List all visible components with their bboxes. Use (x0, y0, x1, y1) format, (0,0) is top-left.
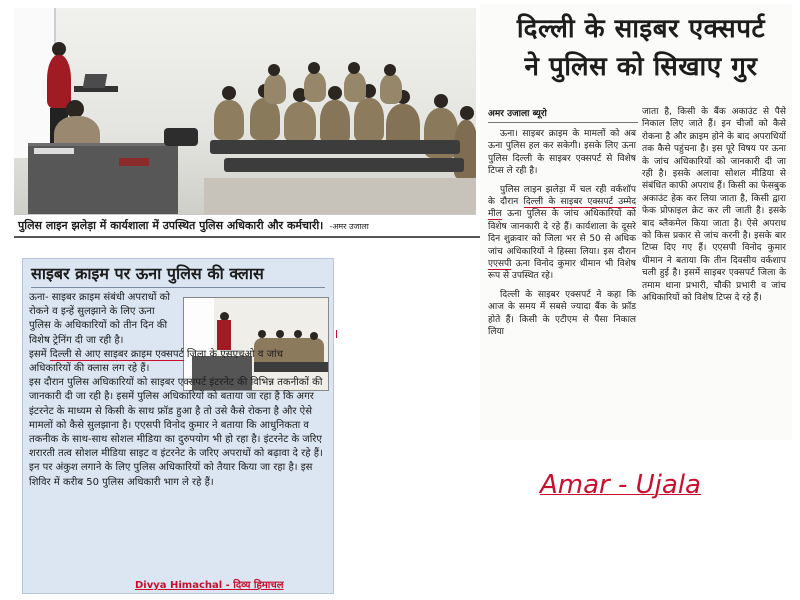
photo-credit: -अमर उजाला (329, 222, 369, 231)
text-run: पुलिस लाइन झलेड़ा में चल रही वर्कशॉप के दौरान (488, 184, 636, 208)
divya-himachal-article (22, 258, 334, 594)
paragraph: इस दौरान पुलिस अधिकारियों को साइबर एक्सपर्ट इंटरनेट की विभिन्न तकनीकों की जानकारी दी जा रही है। इसमें पुलिस अधिकारियों को बताया जा रहा है कि अगर इंटरनेट के माध्यम से किसी के साथ फ्रॉड हुआ है तो उसे कैसे रोकना है और ऐसे मामलों को कैसे सुलझाना है। एएसपी विनोद कुमार ने बताया कि आधुनिकता व तकनीक के साथ-साथ सोशल मीडिया का दुरुपयोग भी हो रहा है। इंटरनेट के जरिए शरारती तत्व सोशल मीडिया साइट व इंटरनेट के जरिए अपराधों को बढ़ावा दे रहे हैं। इन पर अंकुश लगाने के लिए पुलिस अधिकारियों को तैयार किया जा रहा है। इस शिविर में करीब 50 पुलिस अधिकारी भाग ले रहे हैं। (29, 377, 323, 488)
text-run: ऊना विनोद कुमार धीमान भी विशेष रूप से उपस्थित रहे। (488, 259, 636, 282)
amar-ujala-article (480, 4, 792, 440)
headline-line-2: ने पुलिस को सिखाए गुर (524, 52, 758, 82)
article-headline (496, 10, 786, 86)
byline-rule (488, 122, 638, 123)
highlighted-text: एएसपी (488, 259, 512, 270)
paragraph: ऊना। साइबर क्राइम के मामलों को अब ऊना पुलिस हल कर सकेगी। इसके लिए ऊना पुलिस दिल्ली के साइबर एक्सपर्ट से विशेष टिप्स ले रही है। (488, 129, 636, 177)
workshop-photo (14, 8, 476, 215)
article-headline: साइबर क्राइम पर ऊना पुलिस की क्लास (31, 263, 325, 288)
highlighted-text: दिल्ली के साइबर एक्सपर्ट उम्मेद मील (488, 197, 636, 220)
highlighted-text: दिल्ली से आए साइबर क्राइम एक्सपर्ट (49, 348, 184, 360)
caption-text: पुलिस लाइन झलेड़ा में कार्यशाला में उपस्थित पुलिस अधिकारी और कर्मचारी। (18, 219, 324, 232)
text-run: इसमें (29, 348, 47, 360)
article-column-2 (642, 106, 786, 311)
red-mark (336, 330, 337, 338)
amar-ujala-source-label: Amar - Ujala (540, 470, 701, 500)
paragraph (29, 348, 327, 376)
text-run: ऊना पुलिस के जांच अधिकारियों को विशेष जानकारी दे रहे हैं। कार्यशाला के दूसरे दिन शुक्रवार को जिला भर से 50 से अधिक जांच अधिकारियों ने हिस्सा लिया। इस दौरान (488, 209, 636, 257)
article-column-1 (488, 128, 636, 345)
paragraph: जाता है, किसी के बैंक अकाउंट से पैसे निकाल लिए जाते हैं। इन चीजों को कैसे रोकना है और क्राइम होने के बाद अपराधियों तक कैसे पहुंचना है। इस पूरे विषय पर ऊना के जांच अधिकारियों को जानकारी दी जा रही है। इसके अलावा सोशल मीडिया से संबंधित काफी अपराध हैं। किसी का फेसबुक अकाउंट हेक कर लिया जाता है, किसी द्वारा फेक प्रोफाइल क्रेट कर ली जाती है। इसके बाद ब्लैकमेल किया जाता है। ऐसे अपराध को किस प्रकार से जांच करनी है। इसके बार टिप्स दिए गए हैं। एएसपी विनोद कुमार धीमान ने बताया कि तीन दिवसीय वर्कशाप चली हुई है। इसमें साइबर एक्सपर्ट जिला के तमाम थाना प्रभारी, चौकी प्रभारी व जांच अधिकारियों को विशेष टिप्स दे रहे हैं। (642, 107, 786, 304)
article-body (29, 291, 327, 490)
text-run: जिला के एसएचओ व जांच अधिकारियों की क्लास लग रहे हैं। (29, 348, 283, 375)
paragraph: दिल्ली के साइबर एक्सपर्ट ने कहा कि आज के समय में सबसे ज्यादा बैंक के फ्रॉड होते हैं। किसी के एटीएम से पैसा निकाल लिया (488, 289, 636, 338)
source-label: Divya Himachal - दिव्य हिमाचल (135, 580, 284, 591)
paragraph (488, 184, 636, 283)
photo-caption (14, 216, 480, 238)
headline-line-1: दिल्ली के साइबर एक्सपर्ट (516, 14, 766, 44)
byline: अमर उजाला ब्यूरो (488, 109, 547, 119)
paragraph: ऊना- साइबर क्राइम संबंधी अपराधों को रोकने व इन्हें सुलझाने के लिए ऊना पुलिस के अधिकारियों को तीन दिन की विशेष ट्रेनिंग दी जा रही है। (29, 292, 170, 346)
